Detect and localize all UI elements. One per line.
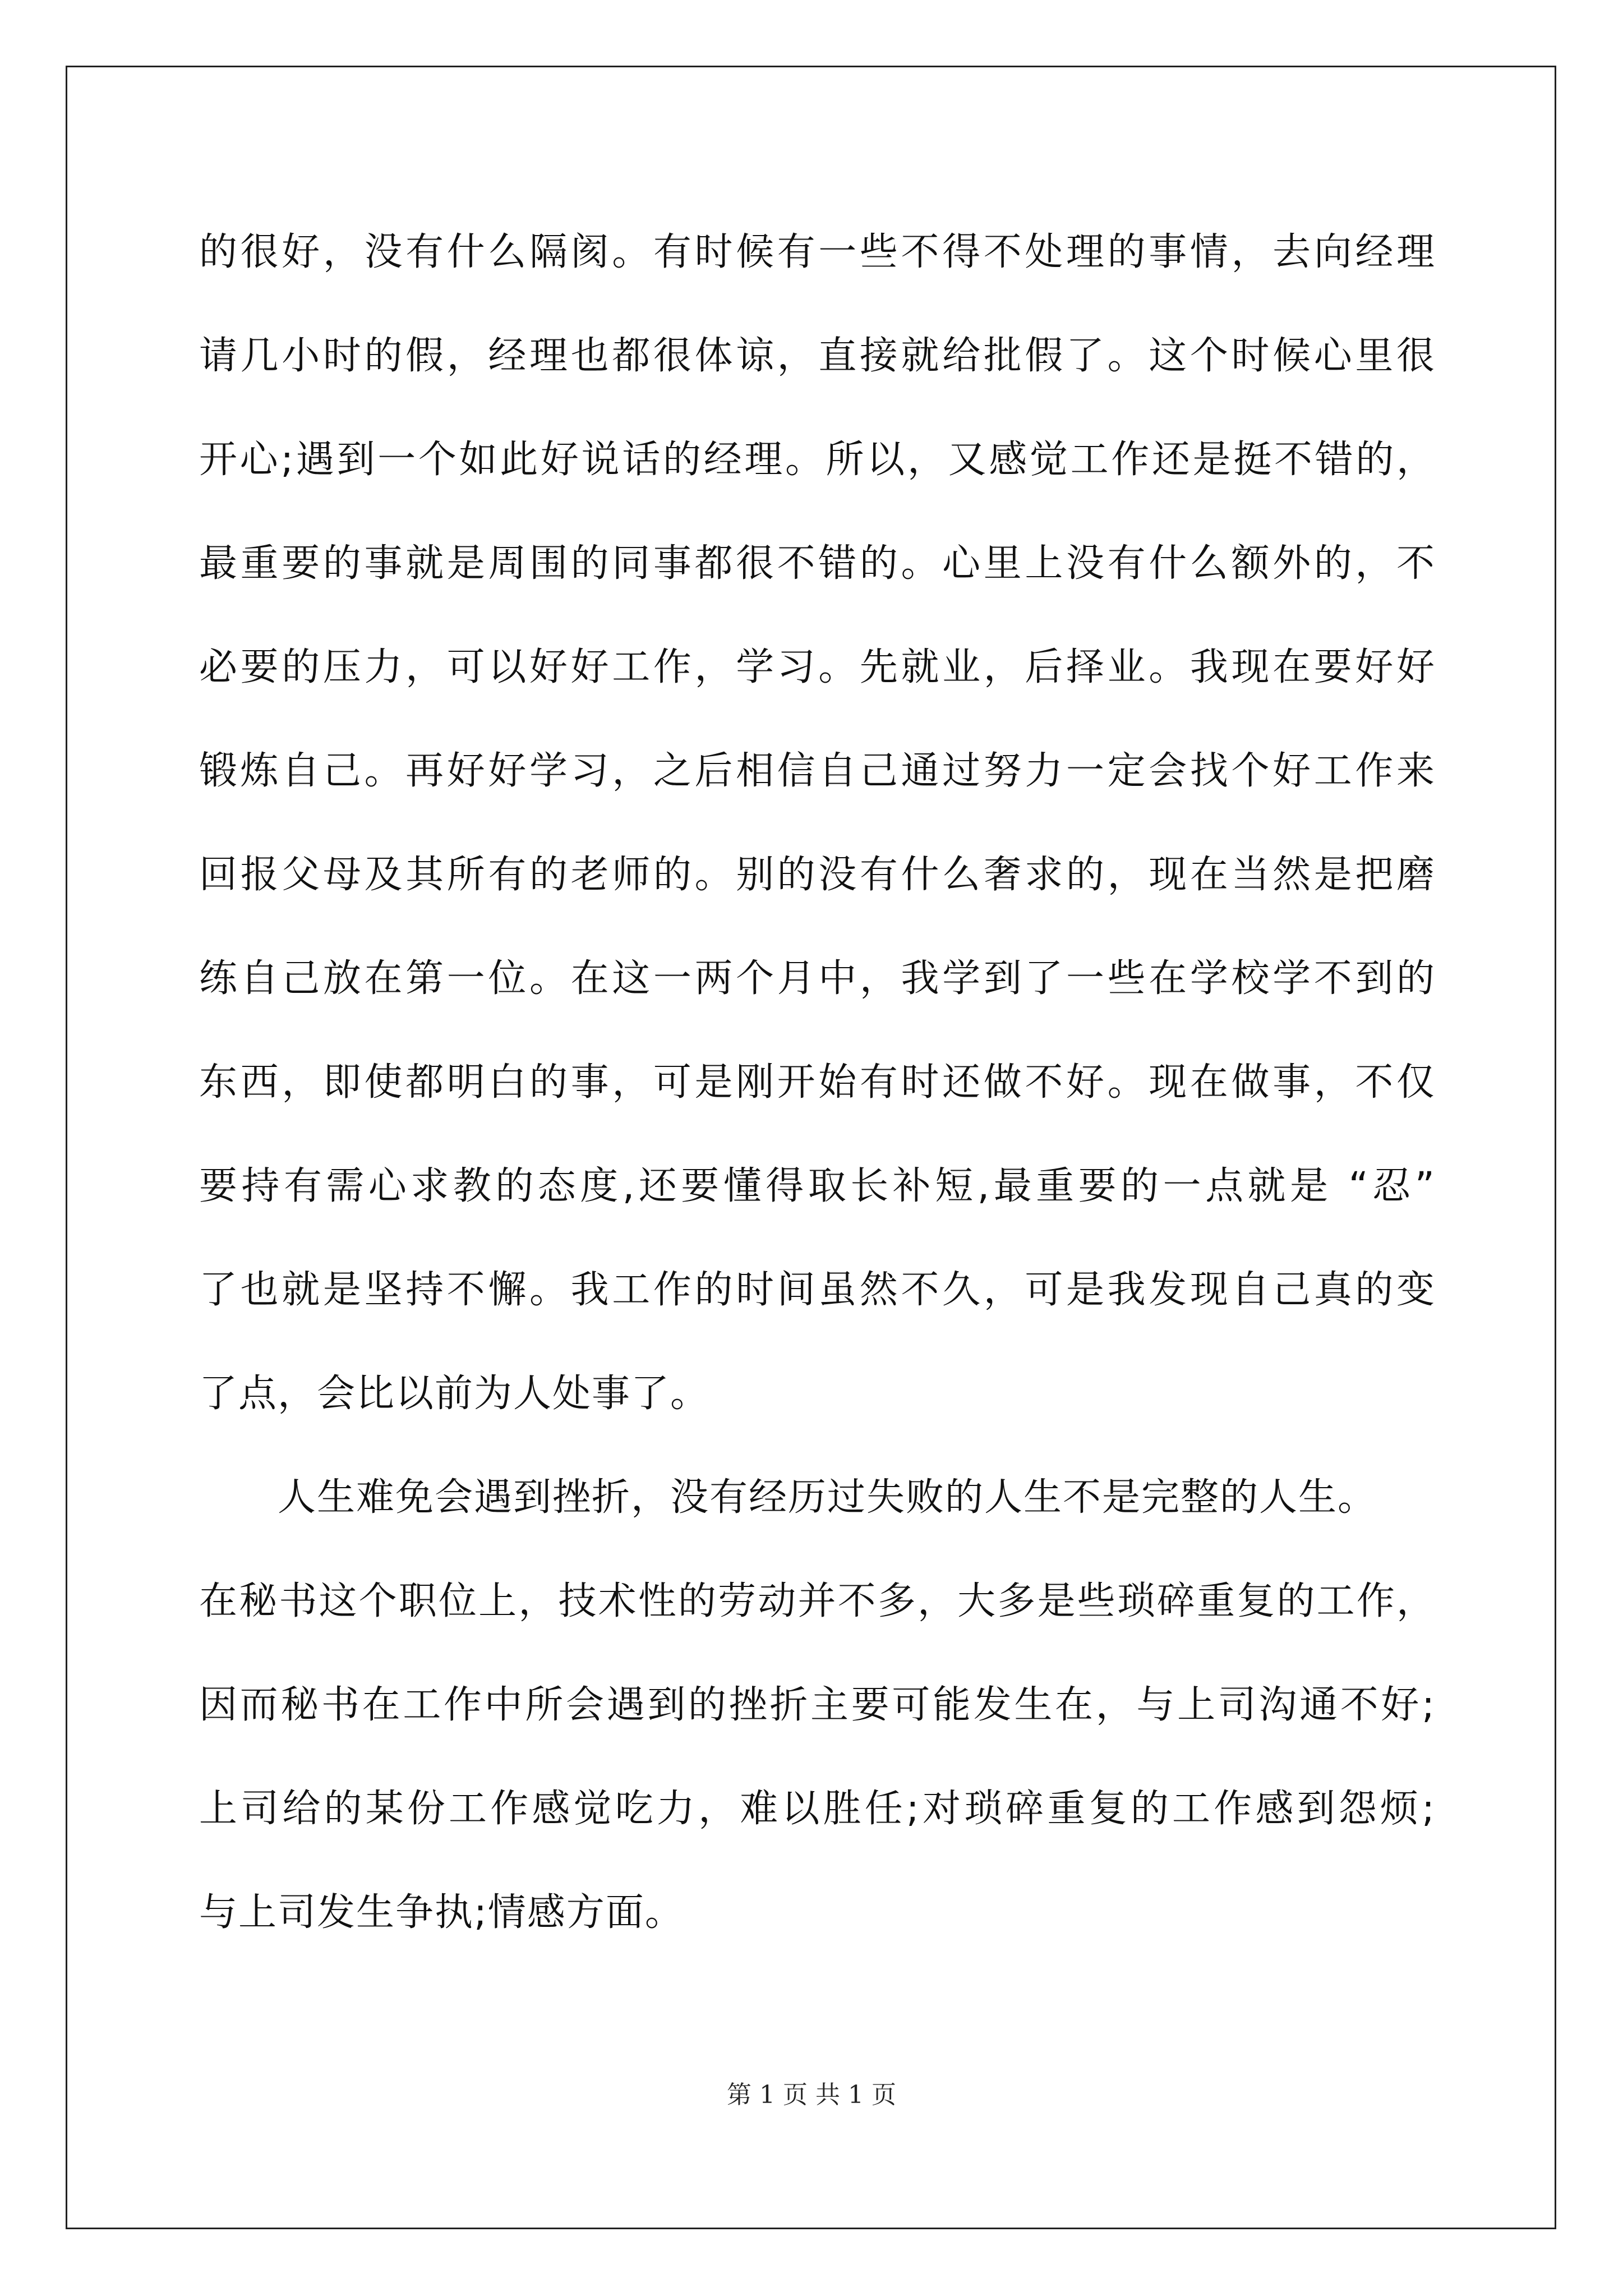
text-line: 因而秘书在工作中所会遇到的挫折主要可能发生在，与上司沟通不好; (199, 1683, 1436, 1727)
text-line: 练自己放在第一位。在这一两个月中，我学到了一些在学校学不到的 (199, 956, 1436, 1001)
text-line: 了也就是坚持不懈。我工作的时间虽然不久，可是我发现自己真的变 (199, 1268, 1436, 1312)
text-line: 要持有需心求教的态度,还要懂得取长补短,最重要的一点就是 “忍” (199, 1164, 1436, 1208)
text-line: 上司给的某份工作感觉吃力，难以胜任;对琐碎重复的工作感到怨烦; (199, 1787, 1436, 1831)
text-line: 最重要的事就是周围的同事都很不错的。心里上没有什么额外的，不 (199, 541, 1436, 586)
paragraph-first-line: 人生难免会遇到挫折，没有经历过失败的人生不是完整的人生。 (278, 1475, 1377, 1520)
text-line: 了点，会比以前为人处事了。 (199, 1372, 710, 1416)
text-line: 东西，即使都明白的事，可是刚开始有时还做不好。现在做事，不仅 (199, 1060, 1436, 1105)
page-footer: 第 1 页 共 1 页 (727, 2081, 896, 2109)
text-line: 必要的压力，可以好好工作，学习。先就业，后择业。我现在要好好 (199, 645, 1436, 689)
text-line: 与上司发生争执;情感方面。 (199, 1890, 684, 1935)
text-line: 在秘书这个职位上，技术性的劳动并不多，大多是些琐碎重复的工作， (199, 1579, 1436, 1623)
text-line: 回报父母及其所有的老师的。别的没有什么奢求的，现在当然是把磨 (199, 853, 1436, 897)
text-line: 请几小时的假，经理也都很体谅，直接就给批假了。这个时候心里很 (199, 334, 1436, 378)
text-line: 锻炼自己。再好好学习，之后相信自己通过努力一定会找个好工作来 (199, 749, 1436, 793)
text-line: 开心;遇到一个如此好说话的经理。所以，又感觉工作还是挺不错的， (199, 438, 1436, 482)
text-line: 的很好，没有什么隔阂。有时候有一些不得不处理的事情，去向经理 (199, 230, 1436, 274)
